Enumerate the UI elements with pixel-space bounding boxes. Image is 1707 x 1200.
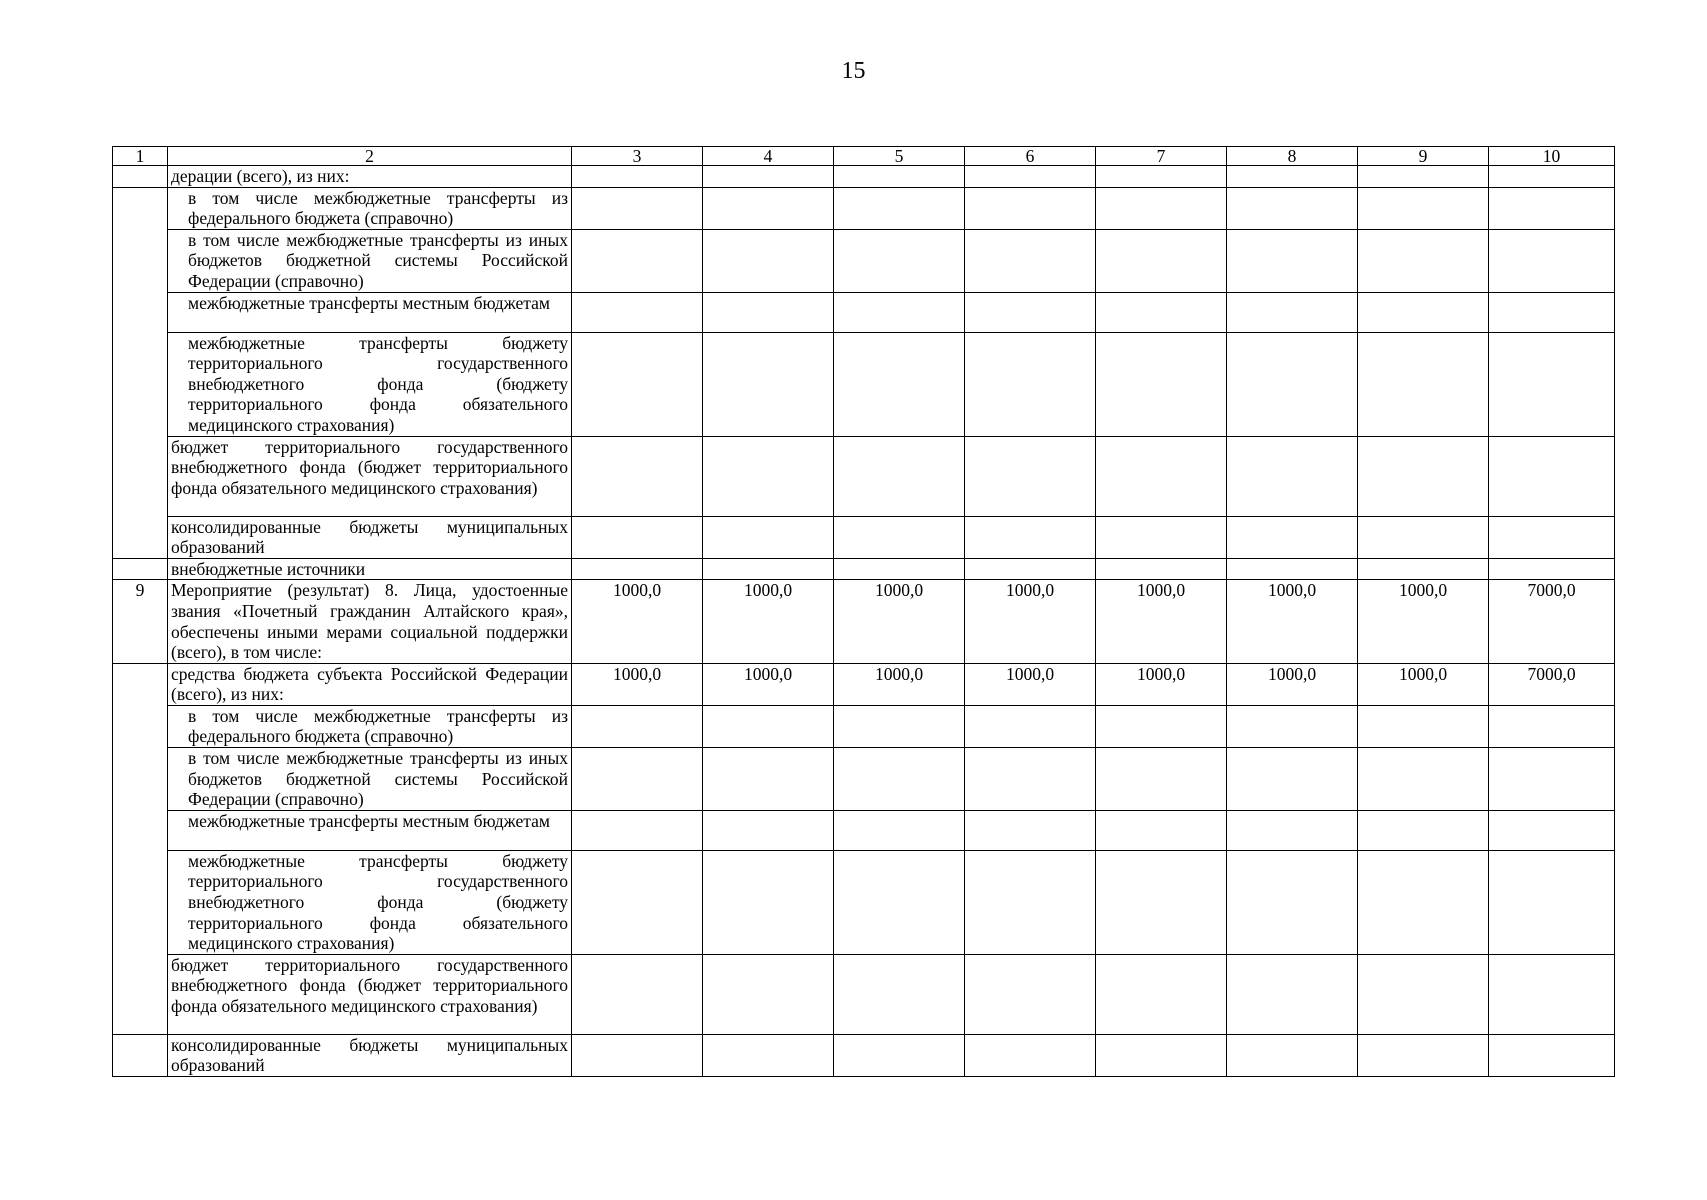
row-description: бюджет территориального государственного внебюджетного фонда (бюджет территориального фонда обязательного медицинского страхования) — [168, 436, 572, 516]
table-row — [113, 229, 1615, 292]
value-cell — [703, 810, 834, 850]
value-cell — [703, 436, 834, 516]
value-cell — [572, 748, 703, 811]
value-cell — [572, 516, 703, 558]
value-cell — [965, 332, 1096, 436]
value-cell — [703, 954, 834, 1034]
row-number-cell — [113, 292, 168, 332]
value-cell — [1358, 705, 1489, 747]
row-number-cell — [113, 748, 168, 811]
table-row — [113, 292, 1615, 332]
row-description: в том числе межбюджетные трансферты из федерального бюджета (справочно) — [168, 705, 572, 747]
value-cell — [1489, 810, 1615, 850]
value-cell — [1489, 292, 1615, 332]
column-header: 2 — [168, 147, 572, 166]
value-cell — [1227, 1034, 1358, 1076]
column-header: 6 — [965, 147, 1096, 166]
value-cell — [834, 332, 965, 436]
value-cell — [1489, 1034, 1615, 1076]
column-header: 1 — [113, 147, 168, 166]
value-cell — [703, 850, 834, 954]
value-cell: 7000,0 — [1489, 580, 1615, 663]
row-number-cell — [113, 810, 168, 850]
value-cell — [572, 436, 703, 516]
table-row — [113, 187, 1615, 229]
value-cell — [703, 229, 834, 292]
value-cell — [1227, 516, 1358, 558]
value-cell — [834, 292, 965, 332]
value-cell: 1000,0 — [703, 663, 834, 705]
value-cell — [572, 166, 703, 188]
value-cell — [1489, 558, 1615, 580]
table-row — [113, 663, 1615, 705]
table-row — [113, 705, 1615, 747]
value-cell — [572, 705, 703, 747]
value-cell: 1000,0 — [703, 580, 834, 663]
column-header: 5 — [834, 147, 965, 166]
value-cell — [1096, 1034, 1227, 1076]
value-cell — [1358, 516, 1489, 558]
value-cell — [703, 705, 834, 747]
row-description: в том числе межбюджетные трансферты из федерального бюджета (справочно) — [168, 187, 572, 229]
table-row — [113, 558, 1615, 580]
value-cell — [834, 705, 965, 747]
row-number-cell — [113, 558, 168, 580]
column-header-row — [113, 147, 1615, 166]
value-cell — [572, 292, 703, 332]
row-number-cell — [113, 229, 168, 292]
row-number-cell — [113, 1034, 168, 1076]
value-cell — [1096, 436, 1227, 516]
value-cell — [1489, 187, 1615, 229]
column-header: 4 — [703, 147, 834, 166]
value-cell — [1096, 229, 1227, 292]
value-cell: 1000,0 — [1227, 580, 1358, 663]
value-cell — [572, 810, 703, 850]
row-number-cell: 9 — [113, 580, 168, 663]
value-cell: 1000,0 — [965, 580, 1096, 663]
row-description: внебюджетные источники — [168, 558, 572, 580]
value-cell — [1358, 229, 1489, 292]
value-cell — [1489, 166, 1615, 188]
value-cell — [703, 187, 834, 229]
value-cell: 1000,0 — [1358, 580, 1489, 663]
value-cell — [965, 229, 1096, 292]
value-cell — [834, 748, 965, 811]
value-cell — [965, 954, 1096, 1034]
value-cell — [1227, 705, 1358, 747]
value-cell — [1096, 516, 1227, 558]
value-cell — [965, 166, 1096, 188]
value-cell — [703, 1034, 834, 1076]
value-cell — [1489, 229, 1615, 292]
value-cell — [1096, 850, 1227, 954]
value-cell — [834, 850, 965, 954]
row-number-cell — [113, 663, 168, 705]
value-cell — [1227, 292, 1358, 332]
value-cell: 1000,0 — [1227, 663, 1358, 705]
column-header: 3 — [572, 147, 703, 166]
value-cell — [703, 166, 834, 188]
value-cell — [834, 187, 965, 229]
row-description: межбюджетные трансферты местным бюджетам — [168, 810, 572, 850]
table-row — [113, 850, 1615, 954]
row-description: межбюджетные трансферты местным бюджетам — [168, 292, 572, 332]
value-cell — [965, 810, 1096, 850]
value-cell — [1358, 436, 1489, 516]
value-cell — [1358, 332, 1489, 436]
row-description: дерации (всего), из них: — [168, 166, 572, 188]
value-cell — [703, 558, 834, 580]
value-cell — [1489, 436, 1615, 516]
value-cell — [965, 436, 1096, 516]
table-row — [113, 810, 1615, 850]
row-description: межбюджетные трансферты бюджету территориального государственного внебюджетного фонда (бюджету территориального фонда обязательного медицинского страхования) — [168, 850, 572, 954]
row-description: межбюджетные трансферты бюджету территориального государственного внебюджетного фонда (бюджету территориального фонда обязательного медицинского страхования) — [168, 332, 572, 436]
value-cell: 1000,0 — [834, 663, 965, 705]
value-cell: 1000,0 — [834, 580, 965, 663]
value-cell — [703, 292, 834, 332]
value-cell — [834, 516, 965, 558]
row-number-cell — [113, 516, 168, 558]
value-cell: 1000,0 — [1096, 663, 1227, 705]
value-cell — [1358, 850, 1489, 954]
row-number-cell — [113, 332, 168, 436]
value-cell — [1358, 1034, 1489, 1076]
value-cell — [1227, 166, 1358, 188]
value-cell — [703, 748, 834, 811]
value-cell — [834, 166, 965, 188]
row-description: консолидированные бюджеты муниципальных образований — [168, 516, 572, 558]
value-cell — [1096, 292, 1227, 332]
value-cell — [965, 292, 1096, 332]
value-cell: 1000,0 — [572, 580, 703, 663]
value-cell — [572, 1034, 703, 1076]
value-cell — [1358, 810, 1489, 850]
value-cell — [572, 332, 703, 436]
value-cell — [1358, 166, 1489, 188]
value-cell — [834, 954, 965, 1034]
value-cell — [1227, 748, 1358, 811]
value-cell — [1358, 187, 1489, 229]
value-cell — [834, 1034, 965, 1076]
column-header: 10 — [1489, 147, 1615, 166]
value-cell — [1096, 558, 1227, 580]
value-cell — [572, 229, 703, 292]
value-cell — [572, 850, 703, 954]
value-cell — [572, 187, 703, 229]
row-number-cell — [113, 954, 168, 1034]
value-cell — [965, 850, 1096, 954]
row-number-cell — [113, 705, 168, 747]
row-number-cell — [113, 850, 168, 954]
value-cell — [1096, 332, 1227, 436]
value-cell — [1489, 748, 1615, 811]
value-cell — [1358, 748, 1489, 811]
row-description: бюджет территориального государственного внебюджетного фонда (бюджет территориального фонда обязательного медицинского страхования) — [168, 954, 572, 1034]
value-cell — [1489, 705, 1615, 747]
table-row — [113, 436, 1615, 516]
table-row — [113, 580, 1615, 663]
table-row — [113, 748, 1615, 811]
value-cell — [1227, 187, 1358, 229]
value-cell — [834, 810, 965, 850]
value-cell — [1227, 954, 1358, 1034]
value-cell — [1227, 850, 1358, 954]
table-row — [113, 332, 1615, 436]
value-cell — [965, 1034, 1096, 1076]
page-number: 15 — [841, 58, 866, 84]
row-number-cell — [113, 436, 168, 516]
row-description: консолидированные бюджеты муниципальных образований — [168, 1034, 572, 1076]
table-row — [113, 1034, 1615, 1076]
value-cell — [1489, 516, 1615, 558]
table-row — [113, 516, 1615, 558]
table-row — [113, 166, 1615, 188]
value-cell — [703, 332, 834, 436]
value-cell — [1096, 954, 1227, 1034]
row-description: в том числе межбюджетные трансферты из иных бюджетов бюджетной системы Российской Федерации (справочно) — [168, 748, 572, 811]
value-cell — [965, 705, 1096, 747]
value-cell: 1000,0 — [572, 663, 703, 705]
value-cell — [1489, 954, 1615, 1034]
value-cell: 1000,0 — [1096, 580, 1227, 663]
value-cell — [1227, 558, 1358, 580]
value-cell — [834, 229, 965, 292]
row-description: в том числе межбюджетные трансферты из иных бюджетов бюджетной системы Российской Федерации (справочно) — [168, 229, 572, 292]
row-number-cell — [113, 187, 168, 229]
value-cell — [1096, 748, 1227, 811]
value-cell — [1227, 332, 1358, 436]
value-cell — [1227, 436, 1358, 516]
value-cell: 1000,0 — [1358, 663, 1489, 705]
value-cell — [965, 187, 1096, 229]
value-cell — [1096, 187, 1227, 229]
column-header: 7 — [1096, 147, 1227, 166]
value-cell — [572, 954, 703, 1034]
value-cell — [834, 436, 965, 516]
value-cell — [834, 558, 965, 580]
row-description: Мероприятие (результат) 8. Лица, удостоенные звания «Почетный гражданин Алтайского края», обеспечены иными мерами социальной поддержки (всего), в том числе: — [168, 580, 572, 663]
value-cell — [1227, 229, 1358, 292]
value-cell: 7000,0 — [1489, 663, 1615, 705]
value-cell — [1096, 705, 1227, 747]
budget-table — [112, 146, 1615, 1077]
value-cell — [965, 516, 1096, 558]
value-cell — [1358, 292, 1489, 332]
value-cell — [1096, 810, 1227, 850]
value-cell: 1000,0 — [965, 663, 1096, 705]
value-cell — [703, 516, 834, 558]
table-row — [113, 954, 1615, 1034]
column-header: 9 — [1358, 147, 1489, 166]
value-cell — [1489, 850, 1615, 954]
column-header: 8 — [1227, 147, 1358, 166]
row-description: средства бюджета субъекта Российской Федерации (всего), из них: — [168, 663, 572, 705]
value-cell — [1358, 558, 1489, 580]
value-cell — [572, 558, 703, 580]
row-number-cell — [113, 166, 168, 188]
value-cell — [1489, 332, 1615, 436]
value-cell — [965, 558, 1096, 580]
value-cell — [965, 748, 1096, 811]
value-cell — [1096, 166, 1227, 188]
value-cell — [1227, 810, 1358, 850]
value-cell — [1358, 954, 1489, 1034]
